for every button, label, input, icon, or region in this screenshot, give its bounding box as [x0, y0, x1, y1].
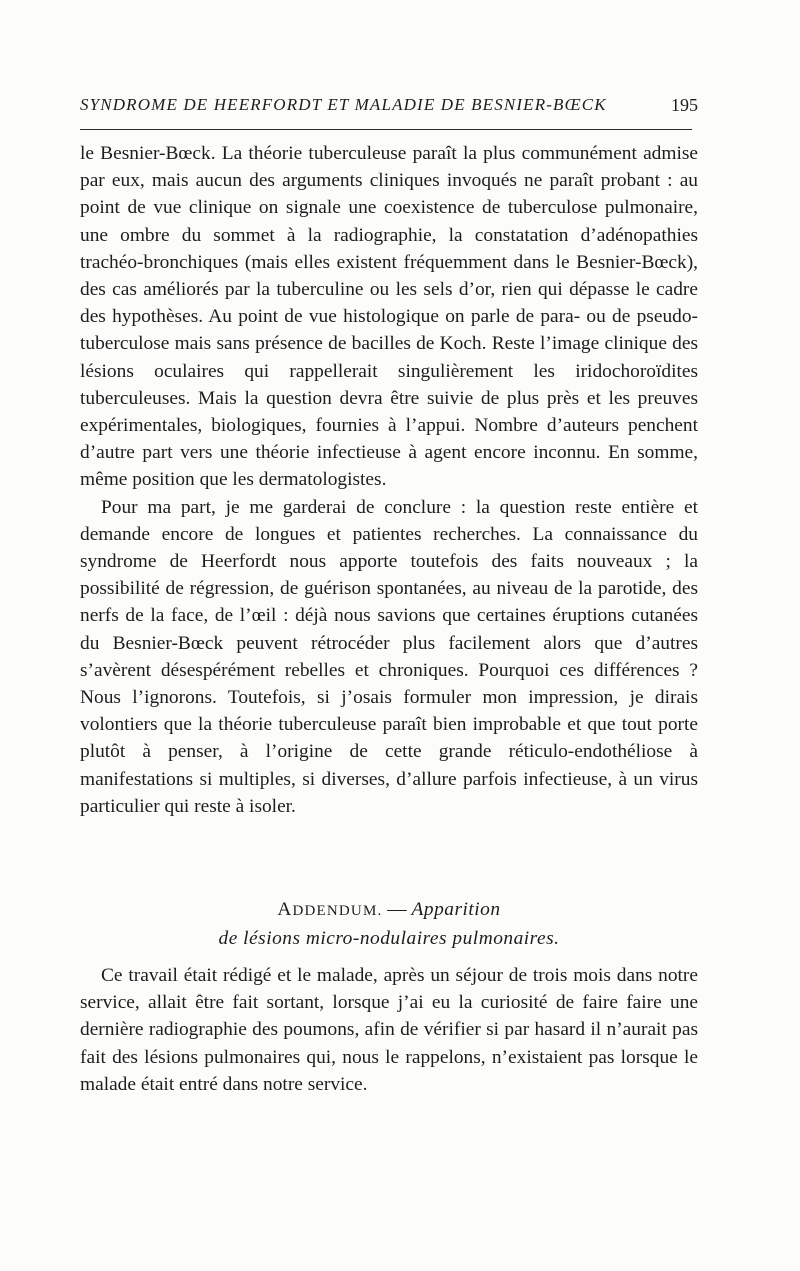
addendum-label-rest: DDENDUM. [292, 903, 383, 919]
page-number: 195 [671, 95, 698, 115]
addendum-dash: — [382, 899, 412, 920]
paragraph-conclusion: Pour ma part, je me garderai de conclure : la question reste entière et demande encore de longues et patientes recherches. La connaissance du syndrome de Heerfordt nous apporte toutefois des faits nouveaux ; la possibilité de régression, de guérison spontanées, au niveau de la parotide, des nerfs de la face, de l’œil : déjà nous savions que certaines éruptions cutanées du Besnier-Bœck peuvent rétrocéder plus facilement alors que d’autres s’avèrent désespérément rebelles et chroniques. Pourquoi ces différences ? Nous l’ignorons. Toutefois, si j’osais formuler mon impression, je dirais volontiers que la théorie tuberculeuse paraît bien improbable et que tout porte plutôt à penser, à l’origine de cette grande réticulo-endothéliose à manifestations si multiples, si diverses, d’allure parfois infectieuse, à un virus particulier qui reste à isoler. [80, 496, 698, 817]
addendum-body [80, 962, 698, 1098]
running-header [80, 95, 698, 119]
body-text [80, 140, 698, 820]
addendum-title-line-1: Apparition [411, 899, 501, 920]
addendum-heading [80, 896, 698, 952]
addendum-paragraph: Ce travail était rédigé et le malade, après un séjour de trois mois dans notre service, allait être fait sortant, lorsque j’ai eu la curiosité de faire faire une dernière radiographie des poumons, afin de vérifier si par hasard il n’aurait pas fait des lésions pulmonaires qui, nous le rappelons, n’existaient pas lorsque le malade était entré dans notre service. [80, 965, 698, 1095]
running-title: SYNDROME DE HEERFORDT ET MALADIE DE BESNIER-BŒCK [80, 95, 607, 114]
paragraph-continuation: le Besnier-Bœck. La théorie tuberculeuse paraît la plus communément admise par eux, mais aucun des arguments cliniques invoqués ne paraît probant : au point de vue clinique on signale une coexistence de tuberculose pulmonaire, une ombre du sommet à la radiographie, la constatation d’adénopathies trachéo-bronchiques (mais elles existent fréquemment dans le Besnier-Bœck), des cas améliorés par la tuberculine ou les sels d’or, rien qui dépasse le cadre des hypothèses. Au point de vue histologique on parle de para- ou de pseudo-tuberculose mais sans présence de bacilles de Koch. Reste l’image clinique des lésions oculaires qui rappellerait singulièrement les iridochoroïdites tuberculeuses. Mais la question devra être suivie de plus près et les preuves expérimentales, biologiques, fournies à l’appui. Nombre d’auteurs penchent d’autre part vers une théorie infectieuse à agent encore inconnu. En somme, même position que les dermatologistes. [80, 143, 698, 491]
addendum-label-initial: A [277, 899, 293, 920]
addendum-heading-line-1 [80, 896, 698, 925]
addendum-title-line-2: de lésions micro-nodulaires pulmonaires. [218, 928, 560, 949]
header-rule [80, 129, 692, 130]
